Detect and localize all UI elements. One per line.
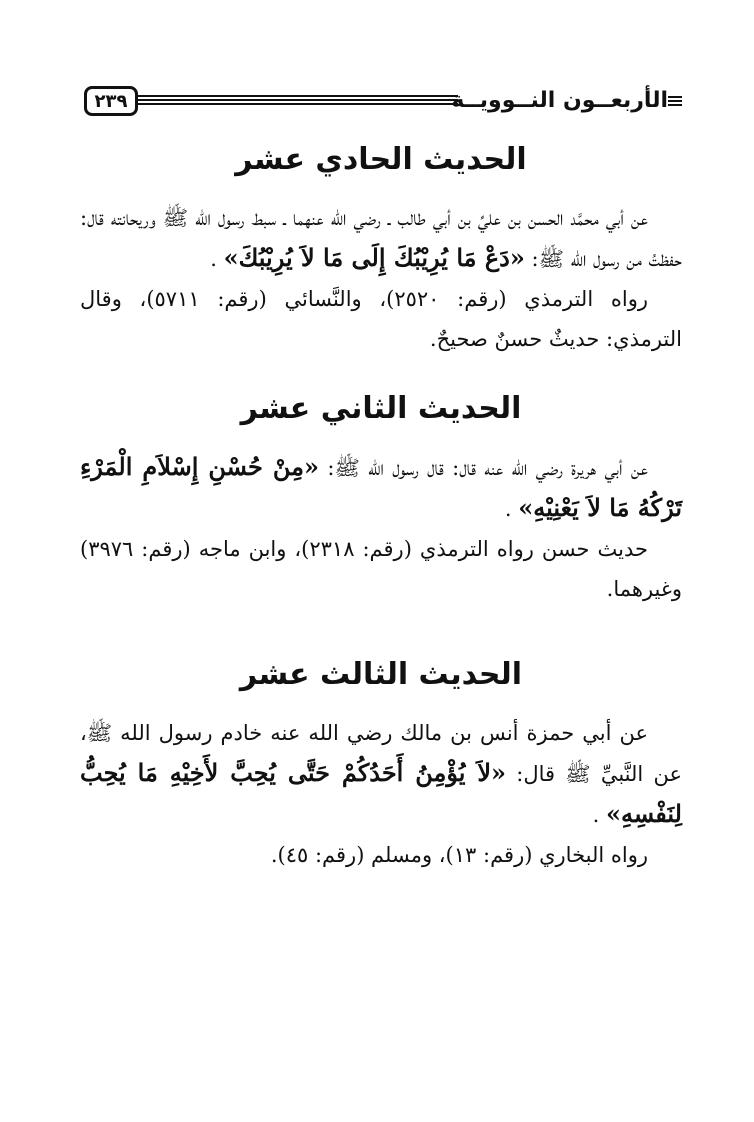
hadith-title: الحديث الثاني عشر xyxy=(240,391,522,426)
page-number: ٢٣٩ xyxy=(84,86,138,116)
hadith-quote: «مِنْ حُسْنِ إِسْلاَمِ الْمَرْءِ تَرْكُهُ مَا لاَ يَعْنِيْهِ» xyxy=(80,452,682,522)
hadith-source: حديث حسن رواه الترمذي (رقم: ٢٣١٨)، وابن ماجه (رقم: ٣٩٧٦) وغيرهما. xyxy=(80,537,682,601)
quote-end: . xyxy=(592,803,600,827)
hadith-text xyxy=(80,198,682,279)
hadith-11 xyxy=(80,140,682,359)
quote-end: . xyxy=(210,247,217,271)
narration-intro: عن أبي محمَّد الحسن بن عليِّ بن أبي طالب ـ رضي الله عنهما ـ سبط رسول الله ﷺ وريحانته قال: حفظتُ من رسول الله ﷺ: xyxy=(80,206,682,271)
header-rule xyxy=(138,95,458,107)
hadith-13 xyxy=(80,655,682,875)
narration-intro: عن أبي هريرة رضي الله عنه قال: قال رسول الله ﷺ: xyxy=(327,456,648,480)
book-title: الأربعــون النــوويــة xyxy=(451,88,668,113)
hadith-source: رواه البخاري (رقم: ١٣)، ومسلم (رقم: ٤٥). xyxy=(270,843,648,867)
hadith-quote: «لاَ يُؤْمِنُ أَحَدُكُمْ حَتَّى يُحِبَّ لأَخِيْهِ مَا يُحِبُّ لِنَفْسِهِ» xyxy=(80,758,682,828)
narration-intro: عن أبي حمزة أنس بن مالك رضي الله عنه خادم رسول الله ﷺ، عن النَّبيِّ ﷺ قال: xyxy=(80,721,682,786)
hadith-title: الحديث الحادي عشر xyxy=(235,142,527,177)
hadith-12 xyxy=(80,389,682,609)
page-content xyxy=(80,140,682,875)
hadith-quote: «دَعْ مَا يُرِيْبُكَ إِلَى مَا لاَ يُرِيْبُكَ» xyxy=(223,243,525,272)
hadith-source: رواه الترمذي (رقم: ٢٥٢٠)، والنَّسائي (رقم: ٥٧١١)، وقال الترمذي: حديثٌ حسنٌ صحيحٌ. xyxy=(80,287,682,351)
running-header xyxy=(84,84,682,120)
header-ornament xyxy=(668,96,682,106)
hadith-text xyxy=(80,447,682,529)
quote-end: . xyxy=(504,497,512,521)
hadith-title: الحديث الثالث عشر xyxy=(239,657,523,692)
hadith-text xyxy=(80,713,682,835)
